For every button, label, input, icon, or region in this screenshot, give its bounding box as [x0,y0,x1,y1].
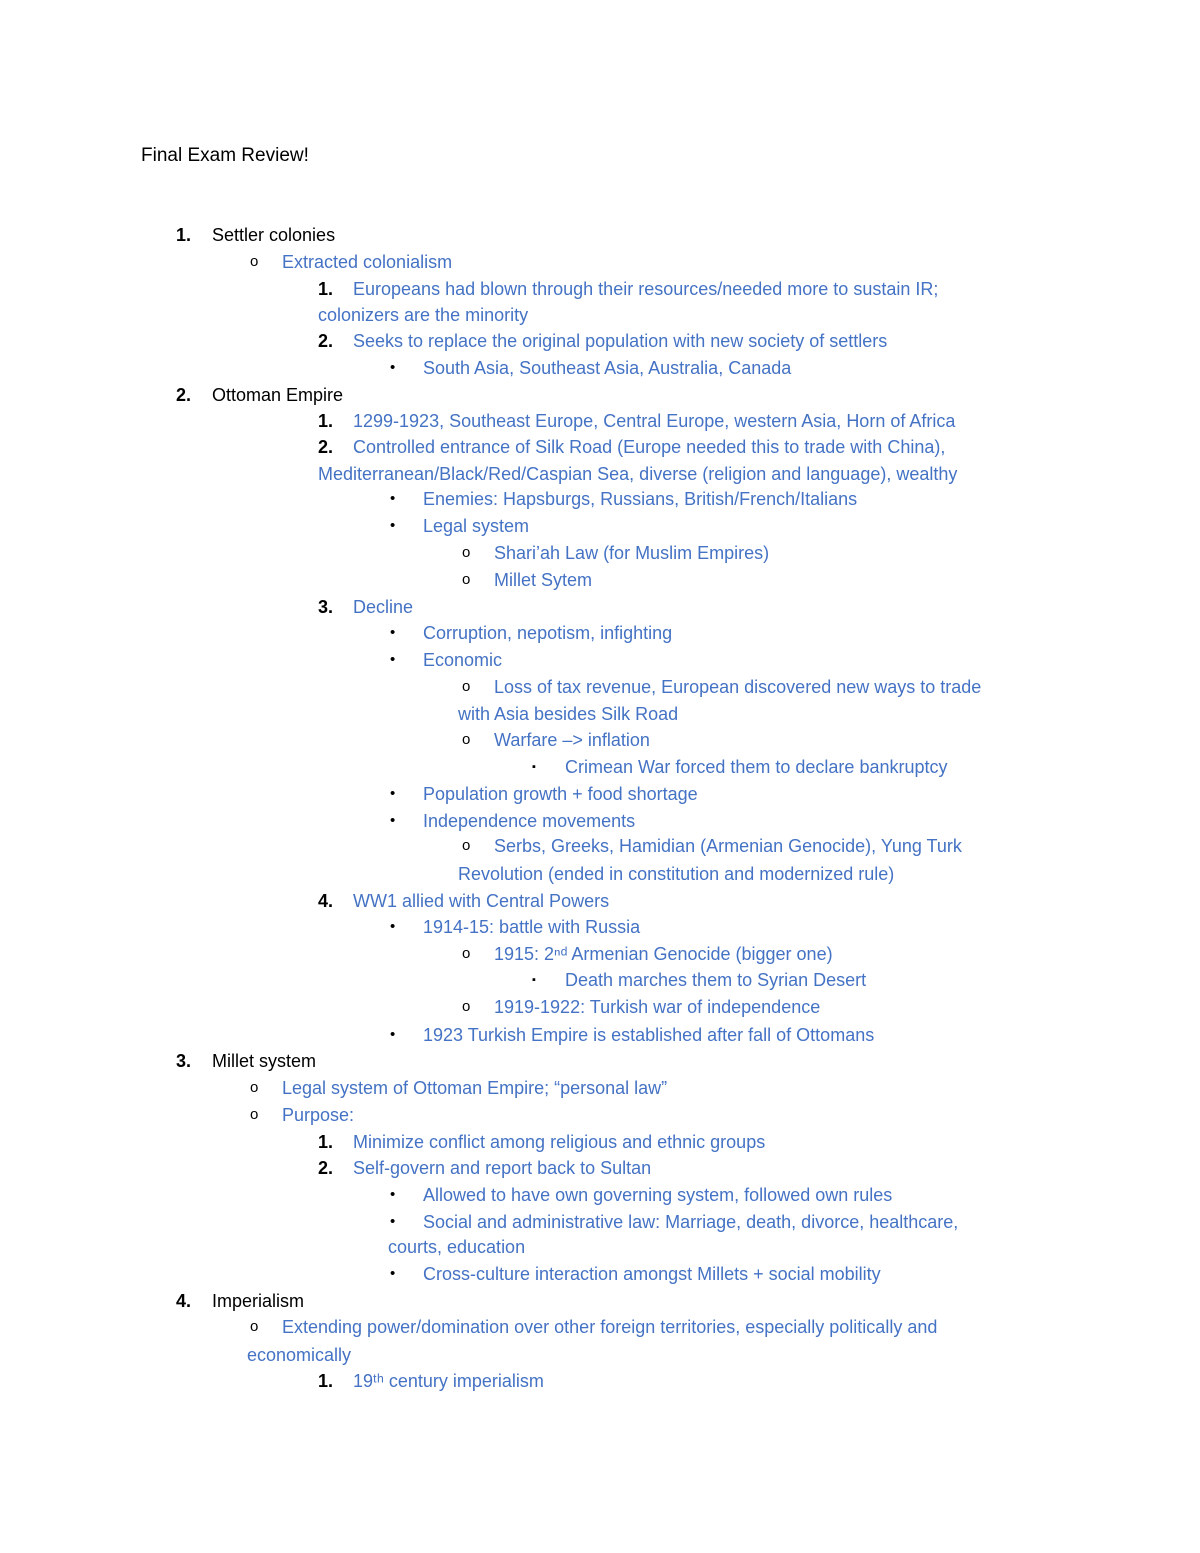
outline-item-text: Crimean War forced them to declare bankruptcy [565,757,948,777]
outline-item-text: Enemies: Hapsburgs, Russians, British/French/Italians [423,489,858,509]
outline-item-text: Self-govern and report back to Sultan [353,1158,652,1178]
outline-item-text: Social and administrative law: Marriage, death, divorce, healthcare, [423,1212,959,1232]
circle-bullet-icon: o [462,571,471,588]
document-title: Final Exam Review! [141,145,309,166]
outline-item-text: Settler colonies [212,225,336,245]
circle-bullet-icon: o [250,1318,259,1335]
circle-bullet-icon: o [462,998,471,1015]
outline-item-text: with Asia besides Silk Road [458,704,679,724]
bullet-icon: • [390,359,396,376]
bullet-icon: • [390,1026,396,1043]
outline-item-text: Shari’ah Law (for Muslim Empires) [494,543,770,563]
bullet-icon: • [390,1186,396,1203]
circle-bullet-icon: o [250,1079,259,1096]
outline-item-text: 1923 Turkish Empire is established after fall of Ottomans [423,1025,875,1045]
list-number: 3. [318,597,334,617]
list-number: 3. [176,1051,192,1071]
list-number: 2. [176,385,192,405]
circle-bullet-icon: o [462,731,471,748]
outline-item-text: Extracted colonialism [282,252,453,272]
outline-item-text: Ottoman Empire [212,385,344,405]
outline-item-text: WW1 allied with Central Powers [353,891,610,911]
outline-item-text: Population growth + food shortage [423,784,698,804]
outline-item-text: Mediterranean/Black/Red/Caspian Sea, diverse (religion and language), wealthy [318,464,958,484]
outline-item-text: Economic [423,650,503,670]
outline-item-text: Controlled entrance of Silk Road (Europe needed this to trade with China), [353,437,946,457]
outline-item-text: Legal system of Ottoman Empire; “personal law” [282,1078,668,1098]
outline-item-text: 19ᵗʰ century imperialism [353,1371,544,1391]
list-number: 2. [318,437,334,457]
outline-item-text: colonizers are the minority [318,305,529,325]
bullet-icon: • [390,812,396,829]
circle-bullet-icon: o [462,837,471,854]
bullet-icon: • [390,1213,396,1230]
outline-item-text: 1914-15: battle with Russia [423,917,641,937]
bullet-icon: • [390,490,396,507]
circle-bullet-icon: o [462,544,471,561]
circle-bullet-icon: o [250,1106,259,1123]
outline-item-text: Millet system [212,1051,317,1071]
outline-item-text: 1299-1923, Southeast Europe, Central Europe, western Asia, Horn of Africa [353,411,956,431]
list-number: 1. [318,1371,334,1391]
outline-item-text: Loss of tax revenue, European discovered new ways to trade [494,677,982,697]
circle-bullet-icon: o [250,253,259,270]
outline-item-text: Allowed to have own governing system, followed own rules [423,1185,893,1205]
outline-item-text: Revolution (ended in constitution and modernized rule) [458,864,895,884]
outline-item-text: Legal system [423,516,530,536]
list-number: 1. [318,1132,334,1152]
outline-item-text: Serbs, Greeks, Hamidian (Armenian Genocide), Yung Turk [494,836,962,856]
outline-item-text: South Asia, Southeast Asia, Australia, Canada [423,358,792,378]
square-bullet-icon: ▪ [532,761,536,773]
list-number: 2. [318,1158,334,1178]
outline-item-text: 1915: 2ⁿᵈ Armenian Genocide (bigger one) [494,944,833,964]
outline-item-text: courts, education [388,1237,526,1257]
outline-item-text: Cross-culture interaction amongst Millets + social mobility [423,1264,881,1284]
outline-item-text: Minimize conflict among religious and ethnic groups [353,1132,766,1152]
outline-item-text: Decline [353,597,414,617]
circle-bullet-icon: o [462,945,471,962]
outline-item-text: Purpose: [282,1105,355,1125]
list-number: 1. [318,411,334,431]
list-number: 2. [318,331,334,351]
bullet-icon: • [390,1265,396,1282]
list-number: 1. [318,279,334,299]
bullet-icon: • [390,624,396,641]
outline-item-text: Europeans had blown through their resources/needed more to sustain IR; [353,279,939,299]
list-number: 4. [318,891,334,911]
outline-item-text: Extending power/domination over other foreign territories, especially politically and [282,1317,938,1337]
outline-item-text: Imperialism [212,1291,305,1311]
outline-item-text: Millet Sytem [494,570,593,590]
list-number: 4. [176,1291,192,1311]
outline-item-text: Warfare –> inflation [494,730,650,750]
outline-item-text: Independence movements [423,811,636,831]
outline-item-text: Corruption, nepotism, infighting [423,623,673,643]
square-bullet-icon: ▪ [532,974,536,986]
outline-item-text: 1919-1922: Turkish war of independence [494,997,821,1017]
outline-item-text: Seeks to replace the original population with new society of settlers [353,331,888,351]
bullet-icon: • [390,785,396,802]
bullet-icon: • [390,517,396,534]
bullet-icon: • [390,918,396,935]
list-number: 1. [176,225,192,245]
bullet-icon: • [390,651,396,668]
circle-bullet-icon: o [462,678,471,695]
outline-item-text: economically [247,1345,352,1365]
outline-item-text: Death marches them to Syrian Desert [565,970,867,990]
